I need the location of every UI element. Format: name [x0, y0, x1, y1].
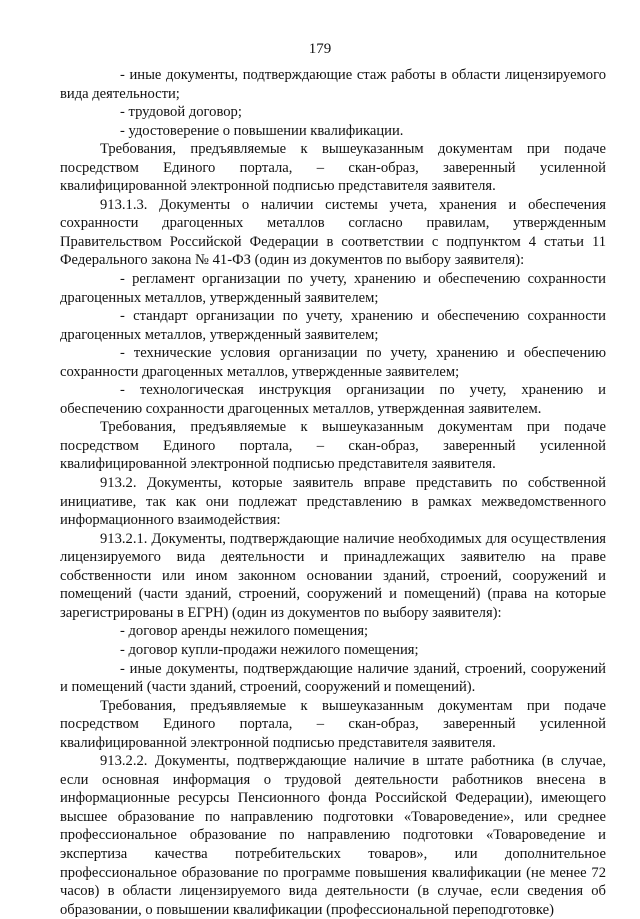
- list-item: - договор купли-продажи нежилого помещения;: [120, 641, 419, 658]
- list-item: - технологическая инструкция организации по учету, хранению и обеспечению сохранности драгоценных металлов, утвержденная заявителем.: [60, 382, 606, 417]
- list-item: - удостоверение о повышении квалификации.: [120, 122, 404, 139]
- list-item: - технические условия организации по учету, хранению и обеспечению сохранности драгоценных металлов, утвержденные заявителем;: [60, 345, 606, 380]
- list-item: - трудовой договор;: [120, 104, 242, 121]
- paragraph: Требования, предъявляемые к вышеуказанным документам при подаче посредством Единого портала, – скан-образ, заверенный усиленной квалифицированной электронной подписью представителя заявителя.: [60, 697, 606, 751]
- list-item: - регламент организации по учету, хранению и обеспечению сохранности драгоценных металлов, утвержденный заявителем;: [60, 271, 606, 306]
- paragraph: Требования, предъявляемые к вышеуказанным документам при подаче посредством Единого портала, – скан-образ, заверенный усиленной квалифицированной электронной подписью представителя заявителя.: [60, 419, 606, 473]
- paragraph: Требования, предъявляемые к вышеуказанным документам при подаче посредством Единого портала, – скан-образ, заверенный усиленной квалифицированной электронной подписью представителя заявителя.: [60, 141, 606, 195]
- list-item: - иные документы, подтверждающие наличие зданий, строений, сооружений и помещений (части зданий, строений, сооружений и помещений).: [60, 660, 606, 696]
- paragraph: 913.1.3. Документы о наличии системы учета, хранения и обеспечения сохранности драгоценных металлов согласно правилам, утвержденным Правительством Российской Федерации в соответствии с подпунктом 4 статьи 11 Федерального закона № 41-ФЗ (один из документов по выбору заявителя):: [60, 196, 606, 269]
- paragraph: 913.2. Документы, которые заявитель вправе представить по собственной инициативе, так как они подлежат представлению в рамках межведомственного информационного взаимодействия:: [60, 475, 606, 529]
- list-item: - стандарт организации по учету, хранению и обеспечению сохранности драгоценных металлов, утвержденный заявителем;: [60, 308, 606, 343]
- paragraph: 913.2.2. Документы, подтверждающие наличие в штате работника (в случае, если основная информация о трудовой деятельности работников внесена в информационные ресурсы Пенсионного фонда Российской Федерации), имеющего высшее образование по направлению подготовки «Товароведение», или среднее профессиональное образование по направлению подготовки «Товароведение и экспертиза качества потребительских товаров», или дополнительное профессиональное образование по программе повышения квалификации (не менее 72 часов) в области лицензируемого вида деятельности (в случае, если сведения об образовании, о повышении квалификации (профессиональной переподготовке): [60, 753, 606, 918]
- document-body: [60, 66, 606, 919]
- list-item: - иные документы, подтверждающие стаж работы в области лицензируемого вида деятельности;: [60, 67, 606, 102]
- paragraph: 913.2.1. Документы, подтверждающие наличие необходимых для осуществления лицензируемого вида деятельности и принадлежащих заявителю на праве собственности или ином законном основании зданий, строений, сооружений и помещений (части зданий, строений, сооружений и помещений) (права на которые зарегистрированы в ЕГРН) (один из документов по выбору заявителя):: [60, 530, 606, 621]
- page-number: 179: [308, 41, 332, 57]
- list-item: - договор аренды нежилого помещения;: [120, 623, 369, 640]
